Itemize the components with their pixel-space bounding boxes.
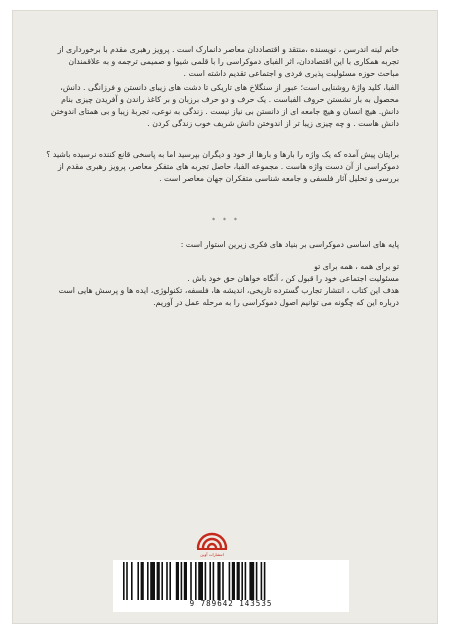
publisher-logo-icon: [194, 521, 230, 551]
paragraph-foundations: [43, 239, 399, 251]
text-line: تو برای همه ، همه برای تو: [314, 262, 399, 271]
barcode-area: [113, 560, 349, 612]
paragraph-author-intro: [43, 44, 399, 80]
text-line: تجربه همکاری با این اقتصاددان، اثر الفبای دموکراسی را با قلمی شیوا و صمیمی ترجمه و به علاقمندان: [68, 57, 399, 66]
paragraph-principles: [43, 261, 399, 309]
text-line: برایتان پیش آمده که یک واژه را بارها و بارها از خود و دیگران بپرسید اما به پاسخی قانع کننده نرسیده باشید ؟: [46, 150, 399, 159]
isbn-number: 9 789642 143535: [189, 599, 273, 608]
text-line: هدف این کتاب ، انتشار تجارب گسترده تاریخی، اندیشه ها، فلسفه، تکنولوژی، ایده ها و پرسش هایی است: [58, 286, 399, 295]
text-line: دانش. هیچ انسان و هیچ جامعه ای از دانستن بی نیاز نیست . زندگی به نوعی، تجربۀ زیبا و بی همتای اندوختن: [50, 107, 399, 116]
text-line: مباحث حوزه مسئولیت پذیری فردی و اجتماعی تقدیم داشته است .: [183, 69, 399, 78]
text-line: مسئولیت اجتماعی خود را قبول کن ، آنگاه خواهان حق خود باش .: [187, 274, 399, 283]
text-line: درباره این که چگونه می توانیم اصول دموکراسی را به مرحله عمل در آوریم.: [153, 298, 399, 307]
text-line: دموکراسی از آن دست واژه هاست . مجموعه الفبا، حاصل تجربه های متفکر معاصر، پرویز رهبری مقدم از: [57, 162, 399, 171]
text-line: پایه های اساسی دموکراسی بر بنیاد های فکری زیرین استوار است :: [180, 240, 399, 249]
paragraph-democracy-word: [43, 149, 399, 185]
publisher-name: انتشارات آوین: [200, 552, 224, 557]
text-line: خانم لینه اندرسن ، نویسنده ،منتقد و اقتصاددان معاصر دانمارک است . پرویز رهبری مقدم با برخورداری از: [57, 45, 399, 54]
paragraph-alphabet: [43, 82, 399, 130]
text-line: بررسی و تحلیل آثار فلسفی و جامعه شناسی متفکران جهان معاصر است .: [159, 174, 399, 183]
book-back-cover: [12, 10, 438, 624]
section-separator: * * *: [212, 217, 240, 224]
text-line: الفبا، کلید واژۀ روشنایی است؛ عبور از سنگلاخ های تاریکی تا دشت های زیبای دانستن و فرزانگی . دانش،: [60, 83, 399, 92]
text-line: محصول به بار نشستن حروف الفباست . یک حرف و دو حرف برزبان و بر کاغذ راندن و آفریدن چیزی بنام: [61, 95, 399, 104]
text-line: دانش هاست . و چه چیزی زیبا تر از اندوختن دانش شریف خوب زندگی کردن .: [147, 119, 399, 128]
barcode-icon: [117, 562, 345, 600]
